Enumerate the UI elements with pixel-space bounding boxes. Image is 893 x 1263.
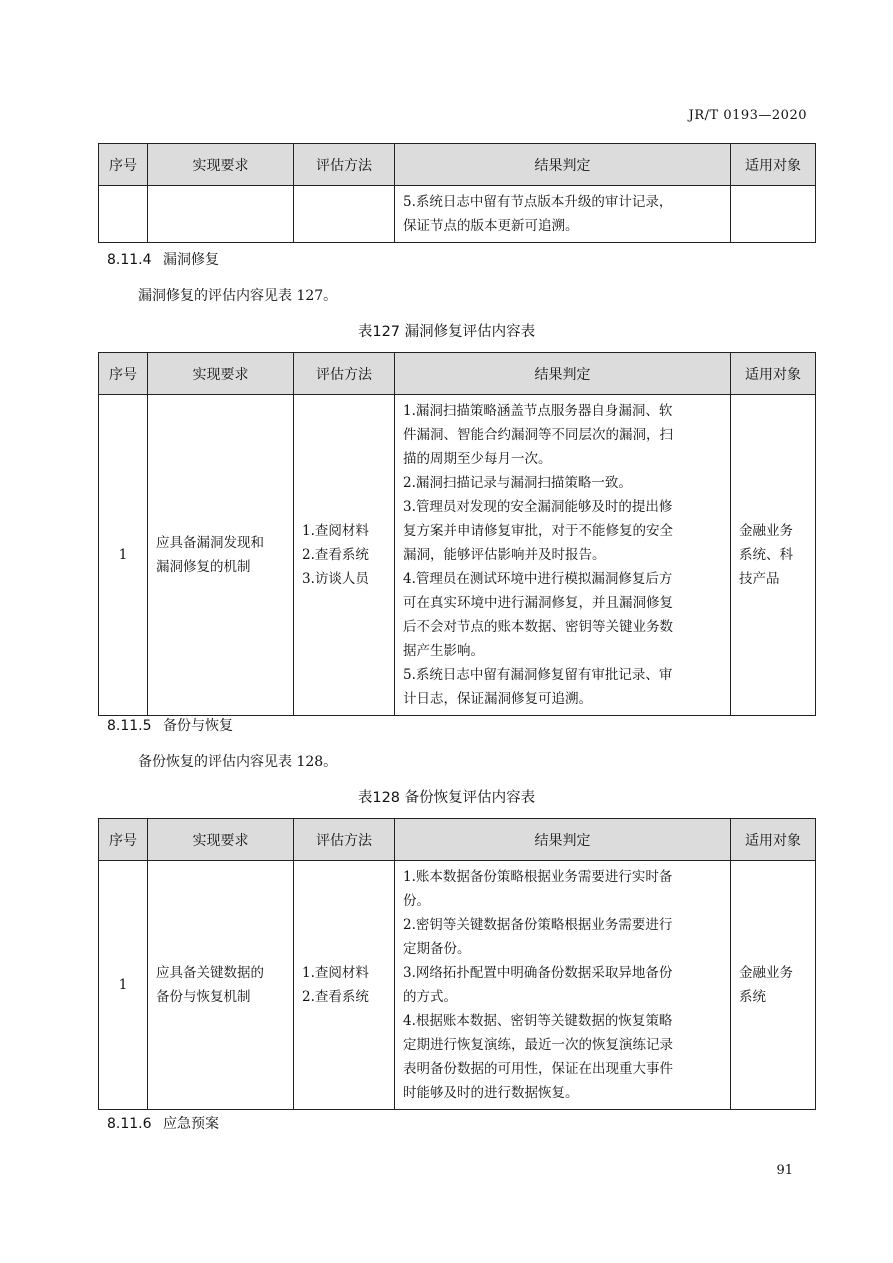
table-caption-127: 表127 漏洞修复评估内容表 [357,324,536,340]
col-header-applicable: 适用对象 [731,819,816,861]
cell-criteria [395,395,731,716]
col-header-requirement: 实现要求 [148,819,294,861]
cell-applicable [731,186,816,243]
criteria-line: 漏洞，能够评估影响并及时报告。 [403,547,606,563]
criteria-line: 5.系统日志中留有节点版本升级的审计记录， [403,194,673,210]
criteria-line: 后不会对节点的账本数据、密钥等关键业务数 [403,619,673,635]
standard-code: JR/T 0193—2020 [688,108,807,123]
table-header-row [99,353,816,395]
criteria-line: 表明备份数据的可用性，保证在出现重大事件 [403,1061,673,1077]
cell-requirement [148,186,294,243]
col-header-method: 评估方法 [294,819,395,861]
criteria-line: 3.管理员对发现的安全漏洞能够及时的提出修 [403,499,673,515]
continued-table [98,143,816,243]
criteria-line: 1.账本数据备份策略根据业务需要进行实时备 [403,869,673,885]
criteria-line: 时能够及时的进行数据恢复。 [403,1085,579,1101]
section-title: 应急预案 [163,1116,219,1132]
section-number: 8.11.4 [107,252,152,268]
requirement-line: 应具备关键数据的 [156,965,264,981]
table-header-row [99,819,816,861]
requirement-line: 备份与恢复机制 [156,989,251,1005]
cell-requirement [148,861,294,1110]
criteria-line: 2.密钥等关键数据备份策略根据业务需要进行 [403,917,673,933]
criteria-line: 描的周期至少每月一次。 [403,451,552,467]
table-row [99,395,816,716]
cell-requirement [148,395,294,716]
method-line: 1.查阅材料 [302,965,369,981]
col-header-criteria: 结果判定 [395,144,731,186]
section-intro: 备份恢复的评估内容见表 128。 [138,754,338,770]
col-header-requirement: 实现要求 [148,144,294,186]
section-heading-8-11-4 [107,249,219,269]
col-header-criteria: 结果判定 [395,353,731,395]
applicable-line: 金融业务 [739,523,793,539]
criteria-line: 复方案并申请修复审批，对于不能修复的安全 [403,523,673,539]
section-heading-8-11-6 [107,1113,219,1133]
applicable-line: 系统、科 [739,547,793,563]
method-line: 1.查阅材料 [302,523,369,539]
section-heading-8-11-5 [107,715,233,735]
criteria-line: 据产生影响。 [403,643,484,659]
criteria-line: 计日志，保证漏洞修复可追溯。 [403,691,592,707]
criteria-line: 份。 [403,893,430,909]
col-header-method: 评估方法 [294,353,395,395]
section-title: 漏洞修复 [163,252,219,268]
col-header-applicable: 适用对象 [731,144,816,186]
cell-no [99,186,148,243]
section-number: 8.11.5 [107,718,152,734]
cell-criteria [395,861,731,1110]
method-line: 2.查看系统 [302,989,369,1005]
applicable-line: 金融业务 [739,965,793,981]
criteria-line: 件漏洞、智能合约漏洞等不同层次的漏洞，扫 [403,427,673,443]
cell-method [294,861,395,1110]
criteria-line: 2.漏洞扫描记录与漏洞扫描策略一致。 [403,475,632,491]
cell-no: 1 [99,861,148,1110]
cell-applicable [731,395,816,716]
col-header-no: 序号 [99,353,148,395]
col-header-method: 评估方法 [294,144,395,186]
criteria-line: 4.管理员在测试环境中进行模拟漏洞修复后方 [403,571,673,587]
table-row [99,861,816,1110]
cell-applicable [731,861,816,1110]
cell-method [294,395,395,716]
method-line: 3.访谈人员 [302,571,369,587]
cell-method [294,186,395,243]
table-header-row [99,144,816,186]
criteria-line: 定期进行恢复演练，最近一次的恢复演练记录 [403,1037,673,1053]
table-127 [98,352,816,716]
requirement-line: 应具备漏洞发现和 [156,535,264,551]
section-intro: 漏洞修复的评估内容见表 127。 [138,288,338,304]
col-header-no: 序号 [99,144,148,186]
criteria-line: 保证节点的版本更新可追溯。 [403,218,579,234]
table-128 [98,818,816,1110]
col-header-no: 序号 [99,819,148,861]
cell-no: 1 [99,395,148,716]
criteria-line: 3.网络拓扑配置中明确备份数据采取异地备份 [403,965,673,981]
cell-criteria [395,186,731,243]
col-header-criteria: 结果判定 [395,819,731,861]
criteria-line: 定期备份。 [403,941,471,957]
criteria-line: 1.漏洞扫描策略涵盖节点服务器自身漏洞、软 [403,403,673,419]
criteria-line: 4.根据账本数据、密钥等关键数据的恢复策略 [403,1013,673,1029]
table-row [99,186,816,243]
criteria-line: 5.系统日志中留有漏洞修复留有审批记录、审 [403,667,673,683]
requirement-line: 漏洞修复的机制 [156,559,251,575]
col-header-applicable: 适用对象 [731,353,816,395]
applicable-line: 系统 [739,989,766,1005]
section-number: 8.11.6 [107,1116,152,1132]
section-title: 备份与恢复 [163,718,233,734]
col-header-requirement: 实现要求 [148,353,294,395]
applicable-line: 技产品 [739,571,780,587]
page-number: 91 [776,1163,793,1178]
table-caption-128: 表128 备份恢复评估内容表 [357,790,536,806]
method-line: 2.查看系统 [302,547,369,563]
criteria-line: 的方式。 [403,989,457,1005]
criteria-line: 可在真实环境中进行漏洞修复，并且漏洞修复 [403,595,673,611]
